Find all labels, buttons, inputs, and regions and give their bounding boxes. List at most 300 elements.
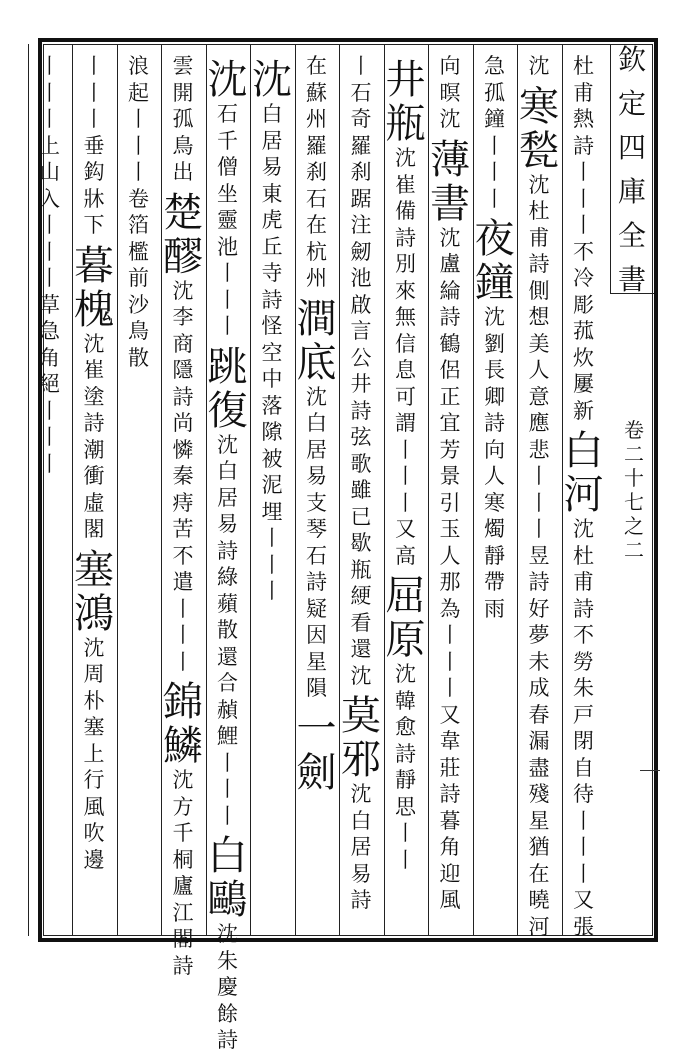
side-title-char: 欽 [617,43,646,76]
text-char: 愈 [395,715,416,739]
text-column [250,56,294,608]
text-char: 崔 [83,358,105,382]
text-char: 景 [439,464,461,488]
text-char: 靜 [395,768,416,792]
ditto-mark: 丨 [83,54,105,78]
text-char: 因 [306,623,327,647]
text-char: 盡 [528,755,550,780]
text-char: 易 [306,464,327,488]
text-char: 人 [484,464,505,488]
text-char: 思 [395,794,416,819]
ditto-mark: 丨 [573,861,594,886]
text-char: 謂 [395,411,416,435]
ditto-mark: 丨 [484,186,505,211]
text-char: 詩 [439,782,461,806]
text-char: 新 [573,398,594,423]
headword-char: 莫 [341,693,381,739]
text-char: 石 [306,186,327,211]
ditto-mark: 丨 [39,425,60,449]
text-char: 鐘 [484,107,505,131]
text-char: 星 [528,808,550,833]
text-char: 易 [217,512,238,536]
text-char: 不 [573,623,594,647]
headword-char: 鴻 [74,590,114,637]
text-char: 孤 [484,80,505,105]
text-char: 沈 [439,225,461,250]
text-char: 潮 [83,437,105,462]
text-char: 踞 [350,186,372,211]
text-char: 苦 [172,517,194,541]
text-char: 風 [439,888,461,912]
text-char: 寒 [484,490,505,515]
text-char: 尚 [172,411,194,435]
headword-char: 鷗 [207,877,248,923]
text-char: 支 [306,490,327,515]
text-char: 詩 [439,305,461,329]
text-char: 意 [528,384,550,409]
text-char: 風 [83,794,105,819]
text-char: 隱 [172,358,194,382]
ditto-mark: 丨 [395,464,416,488]
volume-label-char: 二 [624,538,644,562]
text-char: 雖 [350,478,372,502]
text-char: 盧 [439,252,461,276]
ditto-mark: 丨 [395,847,416,872]
text-column [206,56,250,1057]
ditto-mark: 丨 [350,54,372,78]
text-char: 無 [395,305,416,329]
text-char: 在 [306,213,327,237]
text-char: 閉 [573,729,594,753]
text-char: 菰 [573,319,594,343]
text-char: 那 [439,570,461,594]
side-title-char: 定 [617,87,646,120]
text-char: 詩 [172,953,194,978]
text-char: 易 [261,155,283,179]
text-char: 猶 [528,835,550,859]
text-char: 看 [350,610,372,635]
text-char: 曉 [528,888,550,912]
text-char: 角 [39,345,60,370]
text-char: 勞 [573,649,594,674]
text-char: 中 [261,367,283,391]
text-char: 言 [350,319,372,343]
text-char: 雨 [484,596,505,621]
text-char: 刹 [306,160,327,184]
text-char: 沈 [484,305,505,329]
headword-char: 劍 [296,749,337,796]
text-char: 張 [573,914,594,939]
text-char: 帶 [484,570,505,594]
text-char: 悲 [528,437,550,462]
text-char: 漏 [528,729,550,753]
headword-char: 塞 [74,546,114,593]
side-title-char: 庫 [617,175,646,208]
text-char: 已 [350,504,372,529]
text-char: 息 [395,358,416,382]
text-char: 甫 [573,80,594,105]
text-char: 憐 [172,437,194,462]
text-char: 急 [484,54,505,78]
text-char: 歌 [350,451,372,476]
text-char: 詩 [261,287,283,312]
text-char: 江 [172,900,194,925]
text-char: 詩 [528,252,550,276]
text-char: 在 [528,861,550,886]
text-char: 閣 [83,517,105,541]
headword-char: 一 [296,705,337,752]
ditto-mark: 丨 [217,803,238,828]
text-char: 虛 [83,490,105,515]
ditto-mark: 丨 [395,490,416,515]
text-char: 朱 [573,676,594,700]
text-char: 昱 [528,543,550,568]
text-char: 州 [306,266,327,290]
ditto-mark: 丨 [172,649,194,674]
text-char: 韋 [439,729,461,753]
headword-char: 瓶 [385,101,426,147]
text-char: 詩 [573,133,594,158]
text-char: 散 [217,618,238,642]
text-char: 鳥 [128,319,149,343]
text-char: 為 [439,596,461,621]
ditto-mark: 丨 [528,517,550,541]
text-char: 韓 [395,688,416,713]
text-char: 弦 [350,425,372,449]
text-char: 白 [306,411,327,435]
ditto-mark: 丨 [528,490,550,515]
headword-char: 暮 [74,242,114,289]
text-char: 鳥 [172,133,194,158]
text-char: 沈 [395,662,416,686]
text-char: 沈 [350,663,372,688]
text-char: 沈 [172,278,194,303]
text-char: 刹 [350,160,372,184]
text-char: 居 [217,485,238,510]
text-char: 劉 [484,331,505,356]
text-char: 人 [439,543,461,568]
headword-char: 河 [563,472,604,518]
text-char: 居 [306,437,327,462]
text-char: 怪 [261,314,283,338]
text-char: 𨻶 [261,420,283,444]
text-char: 埋 [261,499,283,524]
text-char: 邊 [83,847,105,872]
text-char: 朴 [83,688,105,713]
text-char: 州 [306,107,327,131]
ditto-mark: 丨 [439,676,461,700]
text-char: 空 [261,340,283,365]
text-char: 寺 [261,261,283,285]
text-char: 開 [172,80,194,105]
text-char: 詩 [350,398,372,423]
volume-label-char: 二 [624,442,644,466]
ditto-mark: 丨 [128,133,149,158]
text-char: 鯉 [217,724,238,748]
side-title [612,43,652,310]
text-char: 琴 [306,517,327,541]
text-char: 詩 [172,384,194,409]
text-char: 丘 [261,234,283,259]
headword-char: 鐘 [474,260,515,306]
text-char: 詩 [395,225,416,250]
ditto-mark: 丨 [172,623,194,647]
headword-char: 槐 [74,286,114,333]
text-char: 合 [217,671,238,695]
text-char: 沙 [128,292,149,317]
text-column [517,56,561,943]
text-char: 池 [350,266,372,290]
text-char: 綸 [439,278,461,303]
text-char: 別 [395,252,416,276]
text-char: 在 [306,54,327,78]
text-char: 沈 [83,331,105,356]
text-column [473,56,517,625]
volume-label-char: 十 [624,466,644,490]
ditto-mark: 丨 [39,213,60,237]
ditto-mark: 丨 [261,552,283,577]
text-char: 落 [261,393,283,418]
ditto-mark: 丨 [573,808,594,833]
text-char: 池 [217,234,238,259]
text-char: 廬 [172,874,194,898]
text-char: 遣 [172,570,194,594]
text-char: 箔 [128,213,149,237]
text-char: 詩 [395,741,416,766]
text-char: 浪 [128,54,149,78]
text-char: 春 [528,702,550,727]
text-char: 自 [573,755,594,780]
text-char: 瓶 [350,557,372,582]
text-char: 虎 [261,208,283,232]
text-char: 蘇 [306,80,327,105]
text-char: 赬 [217,697,238,722]
ditto-mark: 丨 [217,777,238,801]
ditto-mark: 丨 [39,398,60,423]
text-char: 慶 [217,975,238,999]
text-char: 沈 [439,107,461,131]
text-char: 向 [484,437,505,462]
text-char: 詩 [573,596,594,621]
text-char: 應 [528,411,550,435]
text-char: 牀 [83,186,105,211]
text-char: 不 [172,543,194,568]
text-char: 沈 [350,782,372,806]
text-char: 不 [573,239,594,264]
text-char: 莊 [439,755,461,780]
text-char: 信 [395,331,416,356]
text-char: 白 [217,459,238,483]
text-char: 甫 [573,570,594,594]
text-char: 玉 [439,517,461,541]
headword-char: 澗 [296,295,337,342]
text-char: 居 [350,835,372,859]
headword-char: 沈 [252,57,292,103]
text-char: 沈 [83,635,105,660]
text-char: 暮 [439,808,461,833]
text-char: 杜 [573,543,594,568]
text-column [72,56,116,876]
ditto-mark: 丨 [83,107,105,131]
text-column [339,56,383,917]
headword-char: 跳 [207,343,248,390]
ditto-mark: 丨 [39,451,60,476]
text-char: 想 [528,305,550,329]
text-char: 向 [439,54,461,78]
text-column [117,56,161,374]
text-char: 又 [573,888,594,912]
text-char: 卷 [128,186,149,211]
text-char: 雲 [172,54,194,78]
text-char: 成 [528,676,550,700]
text-char: 卿 [484,384,505,409]
text-char: 待 [573,782,594,806]
text-char: 蘋 [217,591,238,616]
text-char: 沈 [217,922,238,946]
text-char: 商 [172,331,194,356]
text-char: 詩 [83,411,105,435]
headword-char: 醪 [163,233,203,280]
ditto-mark: 丨 [39,80,60,105]
margin-tick [640,770,660,771]
text-char: 高 [395,543,416,568]
text-char: 千 [217,128,238,153]
text-char: 迎 [439,861,461,886]
ditto-mark: 丨 [573,186,594,211]
text-char: 上 [83,741,105,766]
text-char: 朱 [217,948,238,973]
text-column [161,56,205,982]
text-char: 秦 [172,464,194,488]
text-char: 垂 [83,133,105,158]
text-column [384,56,428,876]
headword-char: 復 [207,387,248,434]
text-char: 周 [83,662,105,686]
text-char: 閣 [172,927,194,951]
headword-char: 夜 [474,216,515,262]
text-char: 急 [39,319,60,343]
text-char: 沈 [306,384,327,409]
headword-char: 薄 [430,136,470,183]
ditto-mark: 丨 [172,596,194,621]
ditto-mark: 丨 [39,54,60,78]
text-char: 杜 [528,199,550,223]
text-char: 靈 [217,208,238,232]
ditto-mark: 丨 [217,261,238,285]
ditto-mark: 丨 [439,623,461,647]
text-char: 侶 [439,358,461,382]
text-char: 美 [528,331,550,356]
text-column [295,56,339,797]
text-char: 行 [83,768,105,792]
ditto-mark: 丨 [39,107,60,131]
text-char: 彫 [573,292,594,317]
text-char: 前 [128,266,149,290]
text-char: 又 [439,702,461,727]
text-char: 東 [261,181,283,206]
text-char: 居 [261,128,283,153]
headword-char: 楚 [163,189,203,236]
text-char: 綆 [350,584,372,608]
text-char: 沈 [395,146,416,170]
text-char: 星 [306,649,327,674]
text-char: 奇 [350,107,372,131]
text-char: 河 [528,914,550,939]
ditto-mark: 丨 [395,437,416,462]
text-char: 甫 [528,225,550,250]
headword-char: 甃 [519,127,559,174]
text-char: 沈 [172,768,194,792]
side-title-char: 書 [617,263,646,296]
ditto-mark: 丨 [484,133,505,158]
text-char: 冷 [573,266,594,290]
text-char: 詩 [484,411,505,435]
text-char: 沈 [573,517,594,541]
text-char: 可 [395,384,416,409]
volume-label-char: 卷 [624,418,644,442]
text-char: 靜 [484,543,505,568]
text-char: 疑 [306,596,327,621]
ditto-mark: 丨 [573,160,594,184]
ditto-mark: 丨 [217,287,238,312]
text-char: 孤 [172,107,194,131]
ditto-mark: 丨 [439,649,461,674]
text-char: 羅 [306,133,327,158]
text-char: 好 [528,596,550,621]
text-char: 熱 [573,107,594,131]
headword-char: 錦 [163,679,203,725]
text-char: 屢 [573,372,594,396]
text-char: 杜 [573,54,594,78]
text-char: 又 [395,517,416,541]
headword-char: 原 [385,617,426,663]
volume-label-char: 七 [624,490,644,514]
ditto-mark: 丨 [217,750,238,775]
text-char: 夢 [528,623,550,647]
text-char: 方 [172,794,194,819]
text-char: 塗 [83,384,105,409]
ditto-mark: 丨 [39,266,60,290]
ditto-mark: 丨 [573,213,594,237]
text-char: 散 [128,345,149,370]
text-char: 劒 [350,239,372,264]
text-char: 還 [350,637,372,661]
text-char: 鈎 [83,160,105,184]
text-column [562,56,606,943]
text-char: 吹 [83,821,105,845]
text-char: 杭 [306,239,327,264]
volume-label-char: 之 [624,514,644,538]
text-char: 注 [350,213,372,237]
ditto-mark: 丨 [261,579,283,603]
text-char: 坐 [217,181,238,206]
text-char: 白 [350,808,372,833]
text-char: 引 [439,490,461,515]
text-char: 石 [306,543,327,568]
text-char: 殘 [528,782,550,806]
text-char: 檻 [128,239,149,264]
side-title-char: 全 [617,219,646,252]
text-char: 詩 [306,570,327,594]
text-char: 崔 [395,172,416,197]
ditto-mark: 丨 [128,160,149,184]
headword-char: 鱗 [163,723,203,769]
headword-char: 白 [563,428,604,474]
text-char: 角 [439,835,461,859]
text-char: 燭 [484,517,505,541]
text-char: 人 [528,358,550,382]
text-char: 被 [261,446,283,471]
